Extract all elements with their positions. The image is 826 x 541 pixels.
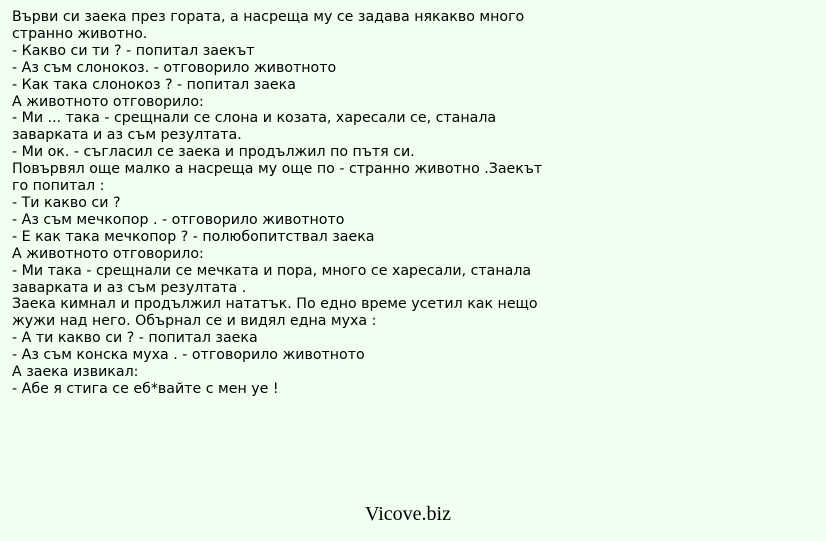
- joke-line: - А ти какво си ? - попитал заека: [12, 330, 258, 347]
- joke-line: - Е как така мечкопор ? - полюбопитствал заека: [12, 228, 375, 245]
- joke-line: - Аз съм мечкопор . - отговорило животното: [12, 211, 345, 228]
- joke-line: А животното отговорило:: [12, 93, 204, 110]
- joke-line: заварката и аз съм резултата .: [12, 279, 247, 296]
- site-watermark: Vicove.biz: [365, 503, 451, 525]
- joke-line: - Ти какво си ?: [12, 194, 121, 211]
- joke-line: - Ми ... така - срещнали се слона и козата, харесали се, станала: [12, 110, 497, 127]
- joke-line: - Аз съм конска муха . - отговорило животното: [12, 347, 365, 364]
- joke-line: - Аз съм слонокоз. - отговорило животното: [12, 59, 337, 76]
- joke-line: - Как така слонокоз ? - попитал заека: [12, 76, 296, 93]
- joke-line: А заека извикал:: [12, 364, 139, 381]
- joke-line: жужи над него. Обърнал се и видял една муха :: [12, 313, 377, 330]
- joke-line: А животното отговорило:: [12, 245, 204, 262]
- joke-line: - Ми ок. - съгласил се заека и продължил по пътя си.: [12, 144, 415, 161]
- joke-line: странно животно.: [12, 25, 148, 42]
- joke-line: заварката и аз съм резултата.: [12, 127, 242, 144]
- joke-line: Заека кимнал и продължил нататък. По едно време усетил как нещо: [12, 296, 538, 313]
- joke-line: - Абе я стига се еб*вайте с мен уе !: [12, 380, 279, 397]
- joke-line: - Ми така - срещнали се мечката и пора, много се харесали, станала: [12, 262, 532, 279]
- joke-line: - Какво си ти ? - попитал заекът: [12, 42, 255, 59]
- joke-line: Върви си заека през гората, а насреща му се задава някакво много: [12, 9, 525, 25]
- joke-line: го попитал :: [12, 178, 105, 195]
- joke-text: [12, 9, 572, 398]
- joke-line: Повървял още малко а насреща му още по - странно животно .Заекът: [12, 161, 543, 178]
